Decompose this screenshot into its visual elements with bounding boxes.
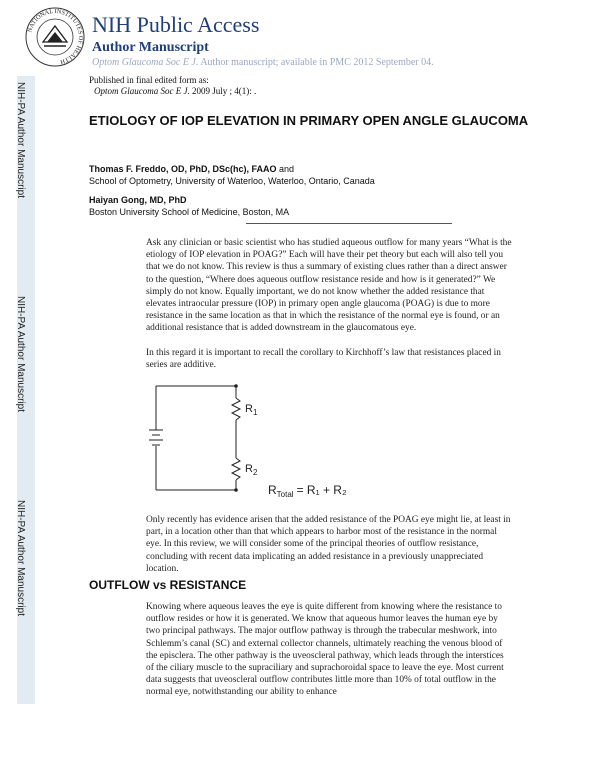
side-label: NIH-PA Author Manuscript [15,82,26,198]
side-label: NIH-PA Author Manuscript [15,296,26,412]
body-paragraph: In this regard it is important to recall the corollary to Kirchhoff’s law that resistances placed in series are additive. [146,348,501,371]
publication-citation [94,86,256,96]
node-dot [234,384,238,388]
side-label: NIH-PA Author Manuscript [15,500,26,616]
author-affiliation: School of Optometry, University of Waterloo, Waterloo, Ontario, Canada [89,176,375,186]
publication-journal: Optom Glaucoma Soc E J. [94,86,190,96]
author-line [89,195,187,205]
header-subtitle: Author Manuscript [92,40,209,55]
article-title: ETIOLOGY OF IOP ELEVATION IN PRIMARY OPEN ANGLE GLAUCOMA [89,113,529,128]
r1-label: $R_1$ [245,403,258,417]
published-in-label: Published in final edited form as: [89,75,209,85]
divider-rule [246,223,452,224]
header-citation [92,57,434,68]
series-resistor-circuit-figure [136,350,376,502]
author-affiliation: Boston University School of Medicine, Boston, MA [89,207,290,217]
body-paragraph: Only recently has evidence arisen that the added resistance of the POAG eye might lie, at least in part, in a location other than that which appears to harbor most of the resistance in the normal eye. In this review, we will consider some of the principal theories of outflow resistance, concluding with recent data implicating an added resistance in a previously unappreciated location. [146,515,511,574]
citation-journal: Optom Glaucoma Soc E J. [92,57,199,68]
publication-details: 2009 July ; 4(1): . [191,86,257,96]
nih-seal-logo [24,6,86,68]
body-paragraph: Knowing where aqueous leaves the eye is quite different from knowing where the resistance to outflow resides or how it is generated. We know that aqueous humor leaves the human eye by two principal pathways. The major outflow pathway is through the trabecular meshwork, into Schlemm’s canal (SC) and external collector channels, ultimately reaching the venous blood of the episclera. The other pathway is the uveoscleral pathway, which leads through the interstices of the ciliary muscle to the supraciliary and suprachoroidal space to leave the eye. Most current data suggests that uveoscleral outflow contributes little more than 10% of total outflow in the normal eye, notwithstanding our ability to enhance [146,602,504,698]
header-title: NIH Public Access [92,12,260,37]
abstract-paragraph: Ask any clinician or basic scientist who has studied aqueous outflow for many years “What is the etiology of IOP elevation in POAG?” Each will have their pet theory but each will also tell you that we do not know. This review is thus a summary of existing clues rather than a direct answer to the question, “Where does aqueous outflow resistance reside and how is it generated?” We simply do not know. Equally important, we do not know whether the added resistance that elevates intraocular pressure (IOP) in primary open angle glaucoma (POAG) is due to more resistance in the same location as that in which the resistance of the normal eye is found, or an additional resistance that is added downstream in the glaucomatous eye. [146,238,512,334]
svg-text:NATIONAL INSTITUTES OF HEALTH: NATIONAL INSTITUTES OF HEALTH [26,7,85,66]
author-conjunction: and [276,164,295,174]
citation-availability: Author manuscript; available in PMC 2012 September 04. [200,57,434,68]
r2-label: $R_2$ [245,463,258,477]
total-resistance-equation: $R_{Total} = R_1 + R_2$ [268,483,347,499]
author-line [89,164,294,174]
section-heading: OUTFLOW vs RESISTANCE [89,578,247,592]
author-name: Thomas F. Freddo, OD, PhD, DSc(hc), FAAO [89,164,277,174]
node-dot [234,488,238,492]
author-name: Haiyan Gong, MD, PhD [89,195,187,205]
